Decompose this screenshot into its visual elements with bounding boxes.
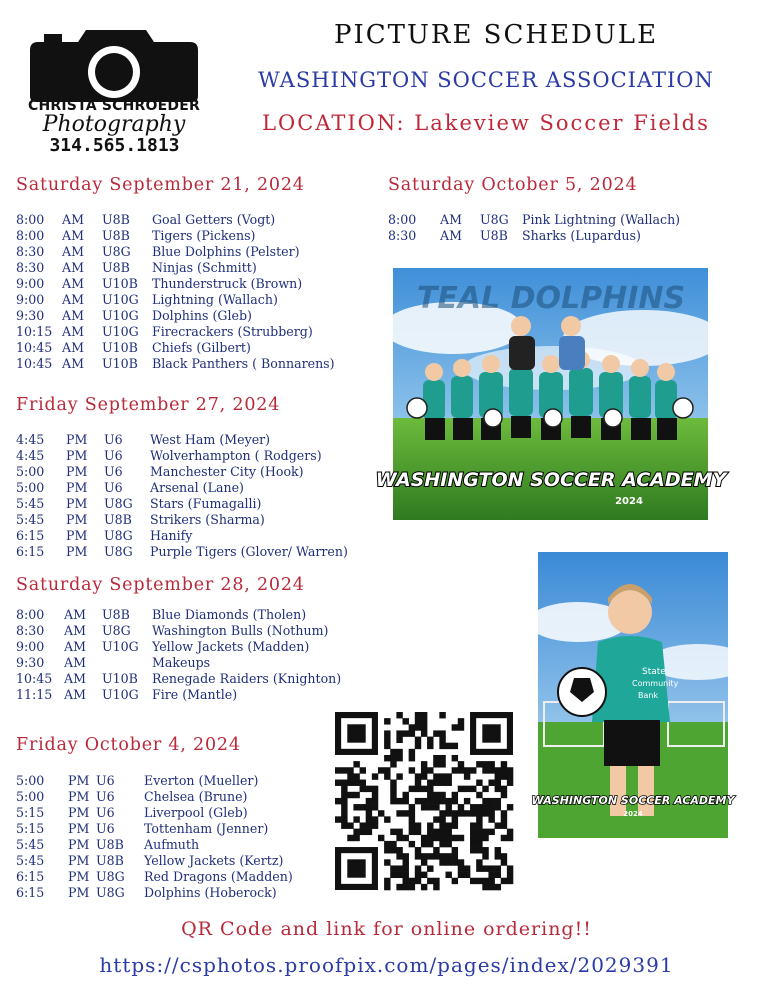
row-team: Stars (Fumagalli) (150, 496, 262, 511)
row-time: 10:45 (16, 340, 53, 355)
row-time: 6:15 (16, 544, 45, 559)
row-team: Aufmuth (144, 837, 200, 852)
academy-text: WASHINGTON SOCCER ACADEMY (375, 469, 727, 491)
schedule-row (16, 276, 376, 292)
schedule-row (16, 432, 386, 448)
row-division: U10G (102, 308, 139, 323)
row-ampm: AM (62, 308, 84, 323)
row-team: Dolphins (Hoberock) (144, 885, 277, 900)
row-division: U8B (480, 228, 508, 243)
schedule-row (16, 607, 376, 623)
schedule-row (16, 340, 376, 356)
schedule-row (388, 212, 728, 228)
academy-text-2: WASHINGTON SOCCER ACADEMY (531, 794, 735, 807)
schedule-row (16, 260, 376, 276)
row-division: U8G (104, 544, 133, 559)
academy-year: 2024 (615, 496, 643, 507)
row-ampm: AM (64, 655, 86, 670)
logo-name: CHRISTA SCHROEDER (28, 98, 200, 114)
player-photo (531, 552, 735, 838)
row-ampm: PM (68, 837, 90, 852)
section-date: Saturday September 21, 2024 (16, 175, 305, 195)
association-name: WASHINGTON SOCCER ASSOCIATION (258, 68, 714, 92)
camera-icon (28, 26, 200, 102)
photographer-logo (22, 12, 207, 154)
row-division: U8G (96, 869, 125, 884)
qr-code[interactable] (335, 712, 513, 890)
row-division: U10G (102, 324, 139, 339)
row-time: 8:00 (16, 228, 45, 243)
row-division: U8B (104, 512, 132, 527)
row-time: 11:15 (16, 687, 53, 702)
row-division: U6 (96, 821, 115, 836)
row-time: 5:00 (16, 464, 45, 479)
row-time: 8:00 (16, 607, 45, 622)
row-ampm: AM (62, 292, 84, 307)
row-time: 9:30 (16, 655, 45, 670)
row-team: Washington Bulls (Nothum) (152, 623, 329, 638)
row-time: 9:00 (16, 276, 45, 291)
row-team: Goal Getters (Vogt) (152, 212, 276, 227)
row-time: 8:30 (16, 623, 45, 638)
row-ampm: PM (66, 464, 88, 479)
row-team: Thunderstruck (Brown) (152, 276, 303, 291)
row-division: U6 (104, 432, 123, 447)
qr-caption: QR Code and link for online ordering!! (181, 918, 592, 940)
row-team: Tigers (Pickens) (152, 228, 256, 243)
row-division: U6 (104, 448, 123, 463)
row-ampm: AM (64, 623, 86, 638)
schedule-list (16, 212, 376, 372)
schedule-row (16, 292, 376, 308)
row-division: U10G (102, 292, 139, 307)
row-division: U10B (102, 340, 138, 355)
row-team: Yellow Jackets (Kertz) (144, 853, 284, 868)
row-team: Liverpool (Gleb) (144, 805, 248, 820)
row-ampm: AM (62, 260, 84, 275)
schedule-row (16, 212, 376, 228)
row-team: Tottenham (Jenner) (144, 821, 269, 836)
row-division: U6 (104, 480, 123, 495)
row-team: Lightning (Wallach) (152, 292, 278, 307)
row-ampm: AM (64, 671, 86, 686)
row-time: 5:45 (16, 512, 45, 527)
row-time: 8:00 (388, 212, 417, 227)
row-division: U8B (102, 607, 130, 622)
row-division: U8B (96, 853, 124, 868)
row-time: 5:45 (16, 496, 45, 511)
row-division: U8G (480, 212, 509, 227)
row-time: 10:15 (16, 324, 53, 339)
row-team: Black Panthers ( Bonnarens) (152, 356, 335, 371)
row-division: U6 (96, 789, 115, 804)
row-team: Arsenal (Lane) (150, 480, 244, 495)
schedule-row (16, 869, 336, 885)
row-team: Dolphins (Gleb) (152, 308, 252, 323)
row-time: 5:15 (16, 821, 45, 836)
row-team: Strikers (Sharma) (150, 512, 265, 527)
row-ampm: AM (64, 639, 86, 654)
row-team: Wolverhampton ( Rodgers) (150, 448, 322, 463)
row-team: Yellow Jackets (Madden) (152, 639, 310, 654)
row-team: Sharks (Lupardus) (522, 228, 641, 243)
row-time: 8:00 (16, 212, 45, 227)
section-date: Friday October 4, 2024 (16, 735, 241, 755)
row-division: U8G (104, 528, 133, 543)
team-banner: TEAL DOLPHINS (416, 281, 686, 316)
row-division: U8B (96, 837, 124, 852)
row-team: Purple Tigers (Glover/ Warren) (150, 544, 348, 559)
schedule-row (16, 464, 386, 480)
row-ampm: PM (68, 773, 90, 788)
row-time: 5:00 (16, 480, 45, 495)
row-team: Manchester City (Hook) (150, 464, 304, 479)
schedule-row (16, 805, 336, 821)
row-time: 6:15 (16, 885, 45, 900)
row-time: 10:45 (16, 356, 53, 371)
row-time: 9:00 (16, 292, 45, 307)
schedule-row (16, 324, 376, 340)
row-ampm: PM (68, 805, 90, 820)
row-team: Chelsea (Brune) (144, 789, 248, 804)
row-time: 8:30 (388, 228, 417, 243)
row-team: Fire (Mantle) (152, 687, 238, 702)
schedule-row (16, 512, 386, 528)
academy-year-2: 2024 (623, 810, 643, 818)
schedule-list (16, 432, 386, 560)
row-division: U8G (102, 244, 131, 259)
row-time: 5:00 (16, 773, 45, 788)
row-division: U10G (102, 639, 139, 654)
row-division: U10B (102, 356, 138, 371)
row-ampm: AM (64, 607, 86, 622)
schedule-row (16, 356, 376, 372)
row-ampm: PM (66, 512, 88, 527)
row-time: 5:00 (16, 789, 45, 804)
row-time: 5:45 (16, 853, 45, 868)
schedule-row (16, 308, 376, 324)
row-team: Ninjas (Schmitt) (152, 260, 257, 275)
schedule-list (16, 773, 336, 901)
row-team: Renegade Raiders (Knighton) (152, 671, 342, 686)
row-ampm: PM (68, 853, 90, 868)
section-date: Saturday September 28, 2024 (16, 575, 305, 595)
schedule-row (16, 228, 376, 244)
schedule-row (388, 228, 728, 244)
team-photo (375, 268, 727, 520)
schedule-row (16, 544, 386, 560)
schedule-row (16, 623, 376, 639)
logo-photography: Photography (42, 112, 186, 137)
row-team: Blue Diamonds (Tholen) (152, 607, 307, 622)
row-time: 10:45 (16, 671, 53, 686)
schedule-row (16, 837, 336, 853)
row-team: West Ham (Meyer) (150, 432, 271, 447)
row-ampm: PM (68, 789, 90, 804)
row-time: 9:30 (16, 308, 45, 323)
row-division: U8B (102, 212, 130, 227)
row-time: 8:30 (16, 244, 45, 259)
row-team: Chiefs (Gilbert) (152, 340, 251, 355)
schedule-row (16, 244, 376, 260)
schedule-row (16, 687, 376, 703)
schedule-row (16, 480, 386, 496)
row-division: U10G (102, 687, 139, 702)
row-division: U8G (102, 623, 131, 638)
row-time: 6:15 (16, 869, 45, 884)
row-time: 4:45 (16, 432, 45, 447)
schedule-row (16, 885, 336, 901)
row-division: U6 (104, 464, 123, 479)
section-date: Friday September 27, 2024 (16, 395, 281, 415)
row-ampm: AM (440, 228, 462, 243)
row-time: 6:15 (16, 528, 45, 543)
schedule-row (16, 821, 336, 837)
schedule-row (16, 448, 386, 464)
row-ampm: AM (62, 356, 84, 371)
row-time: 9:00 (16, 639, 45, 654)
row-ampm: AM (62, 212, 84, 227)
schedule-row (16, 671, 376, 687)
row-ampm: PM (66, 496, 88, 511)
row-division: U6 (96, 805, 115, 820)
schedule-row (16, 639, 376, 655)
row-division: U6 (96, 773, 115, 788)
page-title: PICTURE SCHEDULE (333, 20, 659, 50)
shirt-line-2: Community (632, 679, 679, 688)
schedule-row (16, 655, 376, 671)
row-team: Blue Dolphins (Pelster) (152, 244, 300, 259)
schedule-list (388, 212, 728, 244)
row-team: Hanify (150, 528, 193, 543)
ordering-link[interactable]: https://csphotos.proofpix.com/pages/index/2029391 (99, 953, 674, 977)
row-time: 5:45 (16, 837, 45, 852)
row-ampm: PM (68, 821, 90, 836)
schedule-list (16, 607, 376, 703)
row-time: 4:45 (16, 448, 45, 463)
row-team: Pink Lightning (Wallach) (522, 212, 681, 227)
row-division: U10B (102, 671, 138, 686)
row-division: U10B (102, 276, 138, 291)
row-ampm: AM (62, 324, 84, 339)
row-ampm: PM (66, 480, 88, 495)
row-ampm: AM (440, 212, 462, 227)
row-ampm: PM (68, 885, 90, 900)
row-time: 5:15 (16, 805, 45, 820)
schedule-row (16, 528, 386, 544)
row-division: U8B (102, 228, 130, 243)
schedule-row (16, 789, 336, 805)
row-time: 8:30 (16, 260, 45, 275)
row-team: Makeups (152, 655, 211, 670)
row-ampm: PM (66, 432, 88, 447)
row-division: U8G (104, 496, 133, 511)
row-ampm: AM (62, 244, 84, 259)
row-ampm: AM (62, 340, 84, 355)
location: LOCATION: Lakeview Soccer Fields (262, 111, 710, 135)
row-ampm: PM (66, 528, 88, 543)
shirt-line-3: Bank (638, 691, 659, 700)
row-ampm: AM (62, 276, 84, 291)
row-ampm: AM (64, 687, 86, 702)
schedule-row (16, 773, 336, 789)
row-team: Everton (Mueller) (144, 773, 259, 788)
row-ampm: PM (68, 869, 90, 884)
section-date: Saturday October 5, 2024 (388, 175, 638, 195)
row-ampm: AM (62, 228, 84, 243)
logo-site: cs.photos (120, 14, 180, 27)
schedule-row (16, 496, 386, 512)
row-ampm: PM (66, 544, 88, 559)
logo-phone: 314.565.1813 (49, 135, 180, 156)
row-team: Firecrackers (Strubberg) (152, 324, 313, 339)
schedule-row (16, 853, 336, 869)
shirt-line-1: State (642, 667, 666, 677)
row-division: U8G (96, 885, 125, 900)
row-ampm: PM (66, 448, 88, 463)
row-team: Red Dragons (Madden) (144, 869, 293, 884)
row-division: U8B (102, 260, 130, 275)
